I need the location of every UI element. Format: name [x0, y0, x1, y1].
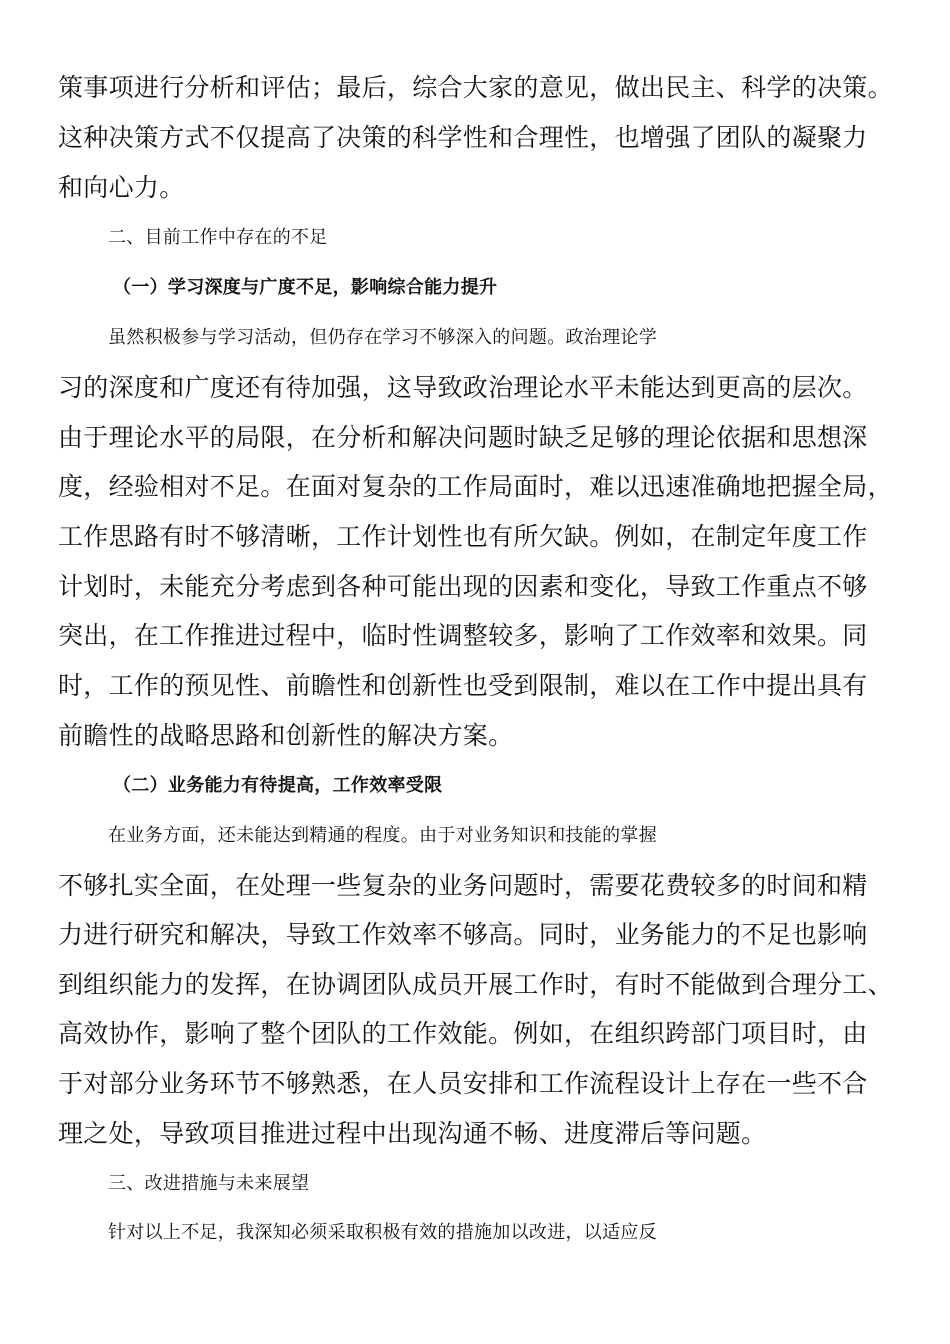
body-text-line: 于对部分业务环节不够熟悉，在人员安排和工作流程设计上存在一些不合: [58, 1069, 868, 1098]
body-text-line: 计划时，未能充分考虑到各种可能出现的因素和变化，导致工作重点不够: [58, 572, 868, 601]
body-text-line: 前瞻性的战略思路和创新性的解决方案。: [58, 721, 514, 750]
body-text-line: 到组织能力的发挥，在协调团队成员开展工作时，有时不能做到合理分工、: [58, 970, 893, 999]
section-heading: 三、改进措施与未来展望: [108, 1173, 310, 1194]
body-text-line: 突出，在工作推进过程中，临时性调整较多，影响了工作效率和效果。同: [58, 621, 868, 650]
body-text-line: 这种决策方式不仅提高了决策的科学性和合理性，也增强了团队的凝聚力: [58, 123, 868, 152]
body-text-line: 力进行研究和解决，导致工作效率不够高。同时，业务能力的不足也影响: [58, 920, 868, 949]
body-text-line: 虽然积极参与学习活动，但仍存在学习不够深入的问题。政治理论学: [108, 327, 657, 348]
subsection-heading: （一）学习深度与广度不足，影响综合能力提升: [113, 277, 498, 298]
section-heading: 二、目前工作中存在的不足: [108, 227, 328, 248]
body-text-line: 不够扎实全面，在处理一些复杂的业务问题时，需要花费较多的时间和精: [58, 871, 868, 900]
body-text-line: 针对以上不足，我深知必须采取积极有效的措施加以改进，以适应反: [108, 1222, 657, 1243]
body-text-line: 在业务方面，还未能达到精通的程度。由于对业务知识和技能的掌握: [108, 825, 657, 846]
body-text-line: 由于理论水平的局限，在分析和解决问题时缺乏足够的理论依据和思想深: [58, 423, 868, 452]
body-text-line: 习的深度和广度还有待加强，这导致政治理论水平未能达到更高的层次。: [58, 373, 868, 402]
body-text-line: 时，工作的预见性、前瞻性和创新性也受到限制，难以在工作中提出具有: [58, 671, 868, 700]
body-text-line: 理之处，导致项目推进过程中出现沟通不畅、进度滞后等问题。: [58, 1119, 767, 1148]
body-text-line: 和向心力。: [58, 173, 185, 202]
subsection-heading: （二）业务能力有待提高，工作效率受限: [113, 775, 443, 796]
body-text-line: 策事项进行分析和评估；最后，综合大家的意见，做出民主、科学的决策。: [58, 73, 893, 102]
body-text-line: 高效协作，影响了整个团队的工作效能。例如，在组织跨部门项目时，由: [58, 1019, 868, 1048]
body-text-line: 度，经验相对不足。在面对复杂的工作局面时，难以迅速准确地把握全局，: [58, 472, 893, 501]
body-text-line: 工作思路有时不够清晰，工作计划性也有所欠缺。例如，在制定年度工作: [58, 522, 868, 551]
